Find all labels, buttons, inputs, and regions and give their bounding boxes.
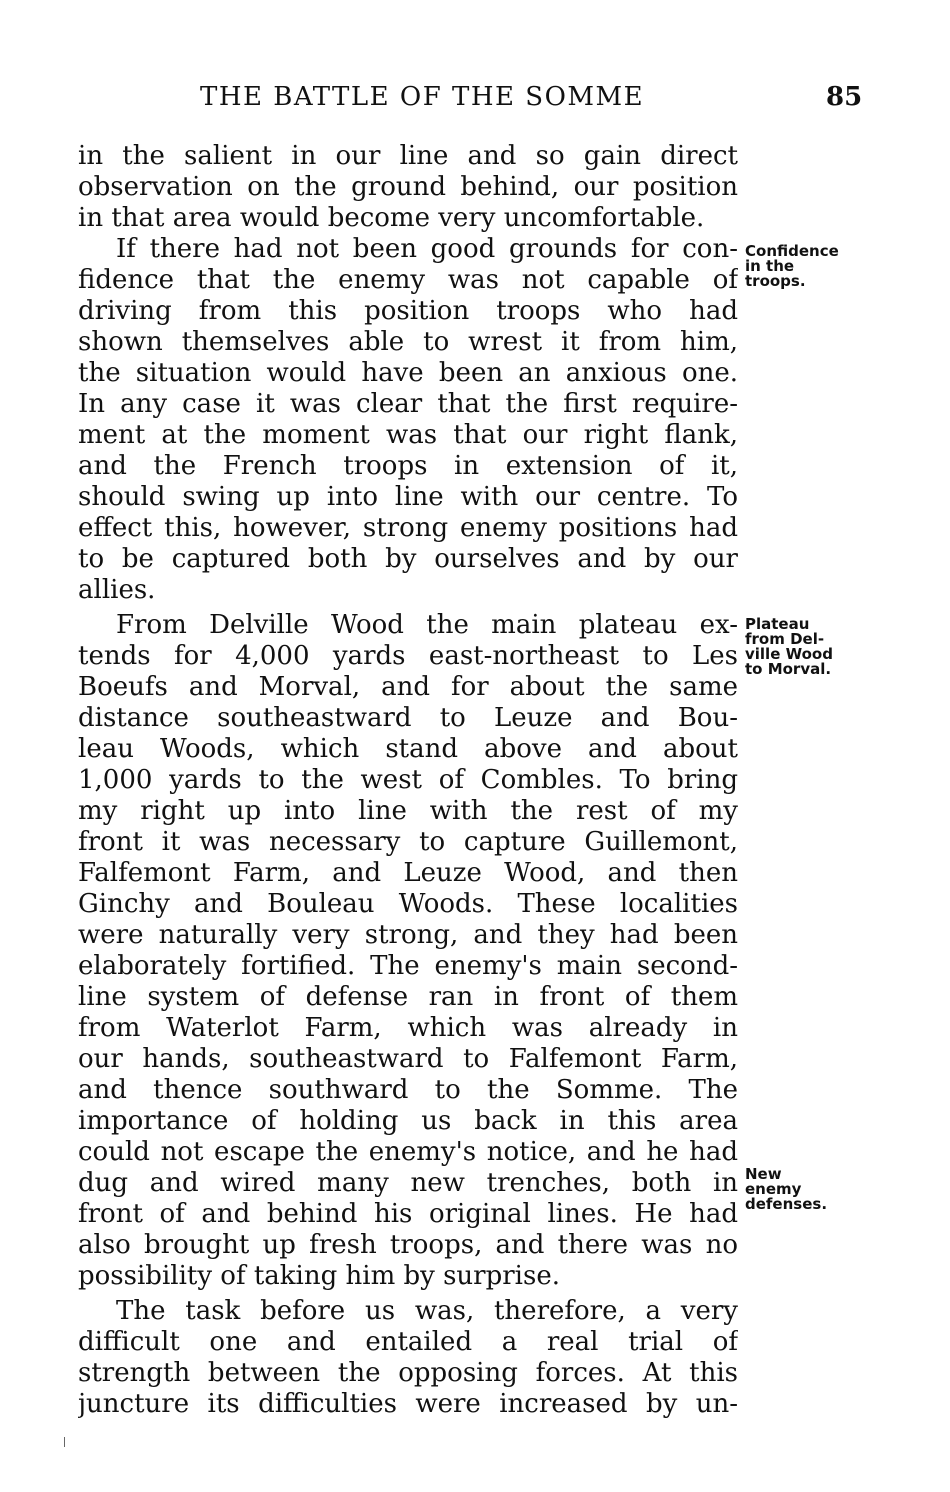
text-line: The task before us was, therefore, a very <box>116 1296 738 1326</box>
text-line: from Waterlot Farm, which was already in <box>78 1013 738 1043</box>
text-line: importance of holding us back in this area <box>78 1106 738 1136</box>
text-line: juncture its difficulties were increased by un- <box>78 1389 738 1419</box>
text-line: Falfemont Farm, and Leuze Wood, and then <box>78 858 738 888</box>
text-line: observation on the ground behind, our position <box>78 172 738 202</box>
text-line: shown themselves able to wrest it from him, <box>78 327 738 357</box>
sidenote-line: from Del- <box>745 630 825 648</box>
page-number: 85 <box>826 82 863 112</box>
scan-mark <box>64 1437 65 1447</box>
sidenote-line: enemy <box>745 1180 802 1198</box>
text-line: Boeufs and Morval, and for about the same <box>78 672 738 702</box>
text-line: dug and wired many new trenches, both in <box>78 1168 738 1198</box>
text-line: also brought up fresh troops, and there was no <box>78 1230 738 1260</box>
text-line: fidence that the enemy was not capable of <box>78 265 738 295</box>
sidenote-line: Plateau <box>745 615 810 633</box>
text-line: should swing up into line with our centre. To <box>78 482 738 512</box>
sidenote-plateau <box>745 617 865 677</box>
text-line: were naturally very strong, and they had been <box>78 920 738 950</box>
text-line: allies. <box>78 575 156 605</box>
paragraph <box>78 1296 738 1420</box>
text-line: my right up into line with the rest of my <box>78 796 738 826</box>
text-line: In any case it was clear that the first require- <box>78 389 738 419</box>
text-line: could not escape the enemy's notice, and he had <box>78 1137 738 1167</box>
text-line: the situation would have been an anxious one. <box>78 358 738 388</box>
sidenote-line: Confidence <box>745 242 839 260</box>
text-line: elaborately fortified. The enemy's main second- <box>78 951 738 981</box>
text-line: driving from this position troops who had <box>78 296 738 326</box>
text-line: Ginchy and Bouleau Woods. These localities <box>78 889 738 919</box>
text-line: in that area would become very uncomfortable. <box>78 203 705 233</box>
text-line: in the salient in our line and so gain direct <box>78 141 738 171</box>
text-line: tends for 4,000 yards east-northeast to Les <box>78 641 738 671</box>
text-line: front of and behind his original lines. He had <box>78 1199 738 1229</box>
running-title: THE BATTLE OF THE SOMME <box>200 82 645 112</box>
paragraph <box>78 234 738 606</box>
sidenote-line: troops. <box>745 272 806 290</box>
text-line: line system of defense ran in front of them <box>78 982 738 1012</box>
text-line: possibility of taking him by surprise. <box>78 1261 560 1291</box>
paragraph <box>78 610 738 1292</box>
text-line: effect this, however, strong enemy positions had <box>78 513 738 543</box>
sidenote-line: New <box>745 1165 782 1183</box>
running-header <box>0 82 950 116</box>
text-line: difficult one and entailed a real trial of <box>78 1327 738 1357</box>
text-line: distance southeastward to Leuze and Bou- <box>78 703 738 733</box>
sidenote-line: in the <box>745 257 795 275</box>
text-line: and the French troops in extension of it, <box>78 451 738 481</box>
text-line: ment at the moment was that our right flank, <box>78 420 738 450</box>
text-line: strength between the opposing forces. At this <box>78 1358 738 1388</box>
text-line: leau Woods, which stand above and about <box>78 734 738 764</box>
body-text <box>78 141 738 1420</box>
text-line: to be captured both by ourselves and by our <box>78 544 738 574</box>
text-line: our hands, southeastward to Falfemont Farm, <box>78 1044 738 1074</box>
sidenote-line: defenses. <box>745 1195 828 1213</box>
text-line: and thence southward to the Somme. The <box>78 1075 738 1105</box>
text-line: If there had not been good grounds for con- <box>116 234 738 264</box>
text-line: 1,000 yards to the west of Combles. To bring <box>78 765 738 795</box>
text-line: front it was necessary to capture Guillemont, <box>78 827 738 857</box>
sidenote-line: to Morval. <box>745 660 832 678</box>
text-line: From Delville Wood the main plateau ex- <box>116 610 738 640</box>
sidenote-confidence <box>745 244 865 289</box>
sidenote-new-defenses <box>745 1167 865 1212</box>
paragraph <box>78 141 738 234</box>
sidenote-line: ville Wood <box>745 645 833 663</box>
